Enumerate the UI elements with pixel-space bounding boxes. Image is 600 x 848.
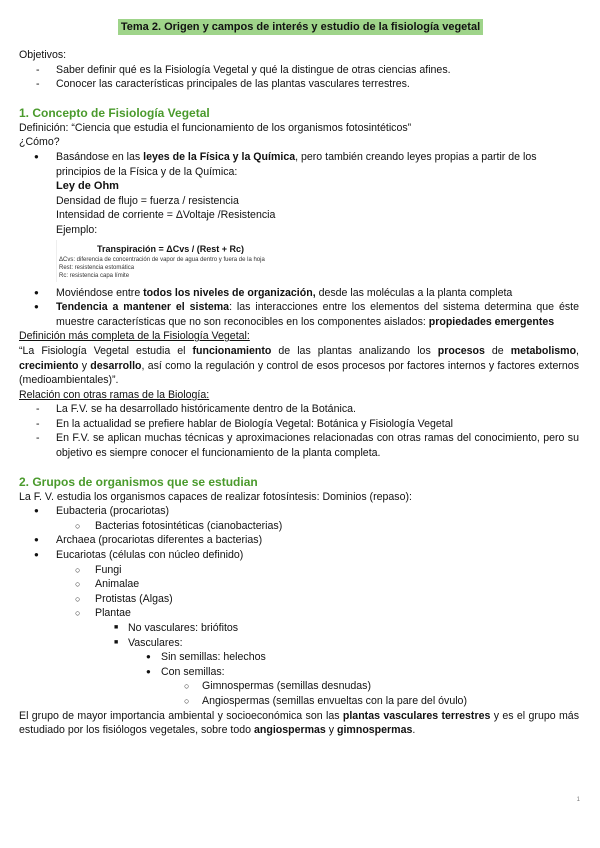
- formula-legend: Rest: resistencia estomática: [59, 264, 135, 271]
- list-item: ■ Vasculares:: [19, 636, 579, 651]
- bullet-organization-levels: ● Moviéndose entre todos los niveles de organización, desde las moléculas a la planta completa: [19, 286, 579, 301]
- list-item: ● Eucariotas (células con núcleo definido): [19, 548, 579, 563]
- relation-label: Relación con otras ramas de la Biología:: [19, 388, 210, 401]
- formula-legend: Rc: resistencia capa límite: [59, 272, 130, 279]
- ohm-line: Densidad de flujo = fuerza / resistencia: [56, 194, 239, 207]
- full-definition-label: Definición más completa de la Fisiología Vegetal:: [19, 330, 250, 343]
- list-item: ○ Angiospermas (semillas envueltas con la pare del óvulo): [19, 694, 579, 709]
- bullet-system: ● Tendencia a mantener el sistema: las interacciones entre los elementos del sistema determina que éste muestre características que no son reconocibles en los componentes aislados: propiedades emergentes: [19, 300, 579, 329]
- ohm-line: Intensidad de corriente = ΔVoltaje /Resistencia: [56, 209, 276, 222]
- definition-text: Definición: “Ciencia que estudia el funcionamiento de los organismos fotosintéticos”: [19, 121, 412, 134]
- list-item: ● Con semillas:: [19, 665, 579, 680]
- relation-item: - En la actualidad se prefiere hablar de Biología Vegetal: Botánica y Fisiología Vegetal: [19, 417, 579, 432]
- document-body: [19, 48, 579, 738]
- closing-paragraph: El grupo de mayor importancia ambiental y socioeconómica son las plantas vasculares terrestres y es el grupo más estudiado por los fisiólogos vegetales, sobre todo angiospermas y gimnospermas.: [19, 709, 579, 737]
- transpiration-formula-image: [56, 240, 302, 282]
- section-1-heading: 1. Concepto de Fisiología Vegetal: [19, 105, 210, 120]
- list-item: ○ Plantae: [19, 606, 579, 621]
- full-definition-text: “La Fisiología Vegetal estudia el funcionamiento de las plantas analizando los procesos de metabolismo, crecimiento y desarrollo, así como la regulación y control de esos procesos por factores internos y factores externos (medioambientales)”.: [19, 344, 579, 387]
- list-item: ■ No vasculares: briófitos: [19, 621, 579, 636]
- ohm-law-title: Ley de Ohm: [56, 180, 119, 193]
- how-question: ¿Cómo?: [19, 136, 60, 149]
- formula-title: Transpiración = ΔCvs / (Rest + Rc): [97, 243, 245, 254]
- list-item: ○ Animalae: [19, 577, 579, 592]
- list-item: ● Sin semillas: helechos: [19, 650, 579, 665]
- page-title: Tema 2. Origen y campos de interés y estudio de la fisiología vegetal: [118, 19, 483, 35]
- relation-item: - En F.V. se aplican muchas técnicas y aproximaciones relacionadas con otras ramas del conocimiento, pero su objetivo es siempre conocer el funcionamiento de la planta completa.: [19, 431, 579, 460]
- list-item: ● Archaea (procariotas diferentes a bacterias): [19, 533, 579, 548]
- example-label: Ejemplo:: [56, 223, 98, 236]
- list-item: ○ Bacterias fotosintéticas (cianobacterias): [19, 519, 579, 534]
- page-number: 1: [576, 797, 580, 804]
- list-item: ○ Gimnospermas (semillas desnudas): [19, 679, 579, 694]
- objective-item: - Conocer las características principales de las plantas vasculares terrestres.: [19, 77, 579, 92]
- list-item: ○ Protistas (Algas): [19, 592, 579, 607]
- formula-legend: ΔCvs: diferencia de concentración de vapor de agua dentro y fuera de la hoja: [59, 256, 265, 263]
- objective-item: - Saber definir qué es la Fisiología Vegetal y qué la distingue de otras ciencias afines.: [19, 63, 579, 78]
- section-2-heading: 2. Grupos de organismos que se estudian: [19, 474, 258, 489]
- list-item: ○ Fungi: [19, 563, 579, 578]
- bullet-physics-laws: ● Basándose en las leyes de la Física y la Química, pero también creando leyes propias a partir de los principios de la Física y de la Química:: [19, 150, 579, 179]
- objectives-label: Objetivos:: [19, 49, 67, 61]
- list-item: ● Eubacteria (procariotas): [19, 504, 579, 519]
- section-2-intro: La F. V. estudia los organismos capaces de realizar fotosíntesis: Dominios (repaso):: [19, 490, 412, 503]
- relation-item: - La F.V. se ha desarrollado históricamente dentro de la Botánica.: [19, 402, 579, 417]
